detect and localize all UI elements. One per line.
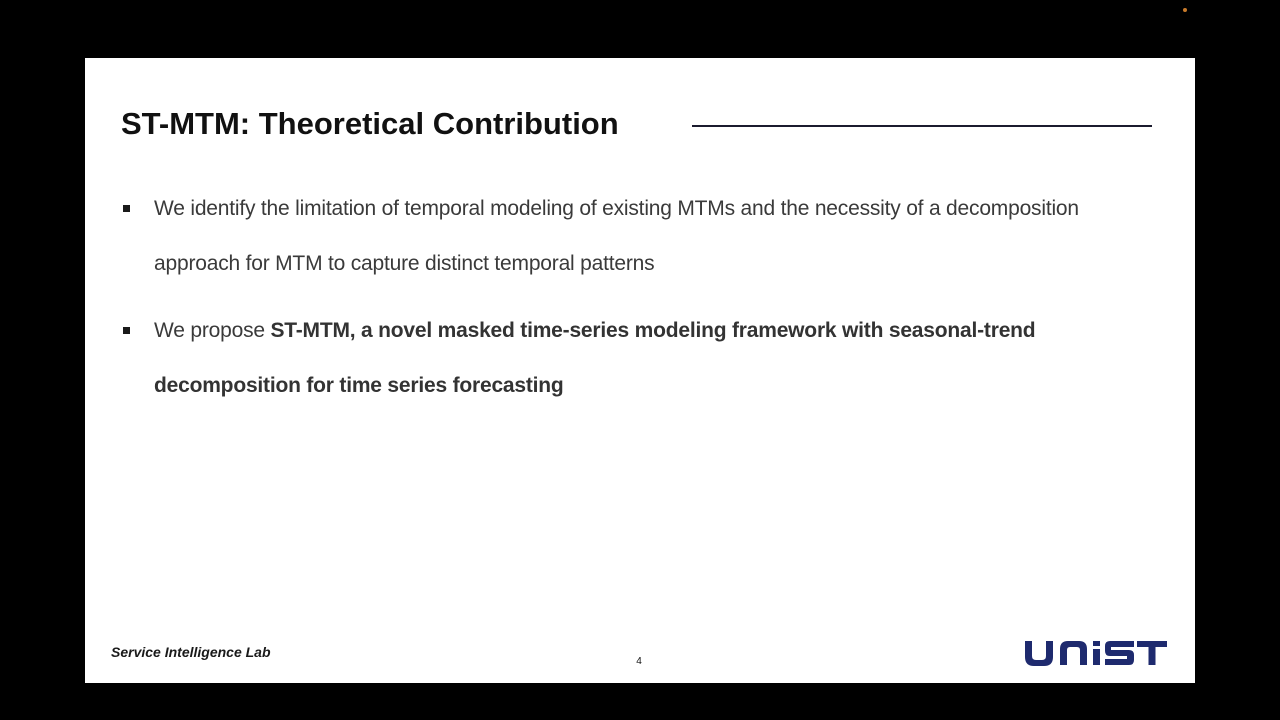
- recording-indicator-icon: [1183, 8, 1187, 12]
- page-number: 4: [636, 656, 642, 667]
- bullet-text: [154, 303, 1154, 413]
- bullet-plain-text: We identify the limitation of temporal modeling of existing MTMs and the necessity of a decomposition approach for MTM to capture distinct temporal patterns: [154, 197, 1079, 275]
- bullet-plain-text: We propose: [154, 319, 271, 342]
- footer-lab-name: Service Intelligence Lab: [111, 644, 271, 660]
- bullet-bold-text: ST-MTM, a novel masked time-series modeling framework with seasonal-trend decomposition for time series forecasting: [154, 319, 1036, 397]
- slide-title: ST-MTM: Theoretical Contribution: [121, 106, 619, 141]
- square-bullet-icon: [123, 327, 130, 334]
- square-bullet-icon: [123, 205, 130, 212]
- unist-logo-icon: [1023, 638, 1169, 668]
- slide: [85, 58, 1195, 683]
- bullet-text: [154, 181, 1154, 291]
- title-divider: [692, 125, 1152, 127]
